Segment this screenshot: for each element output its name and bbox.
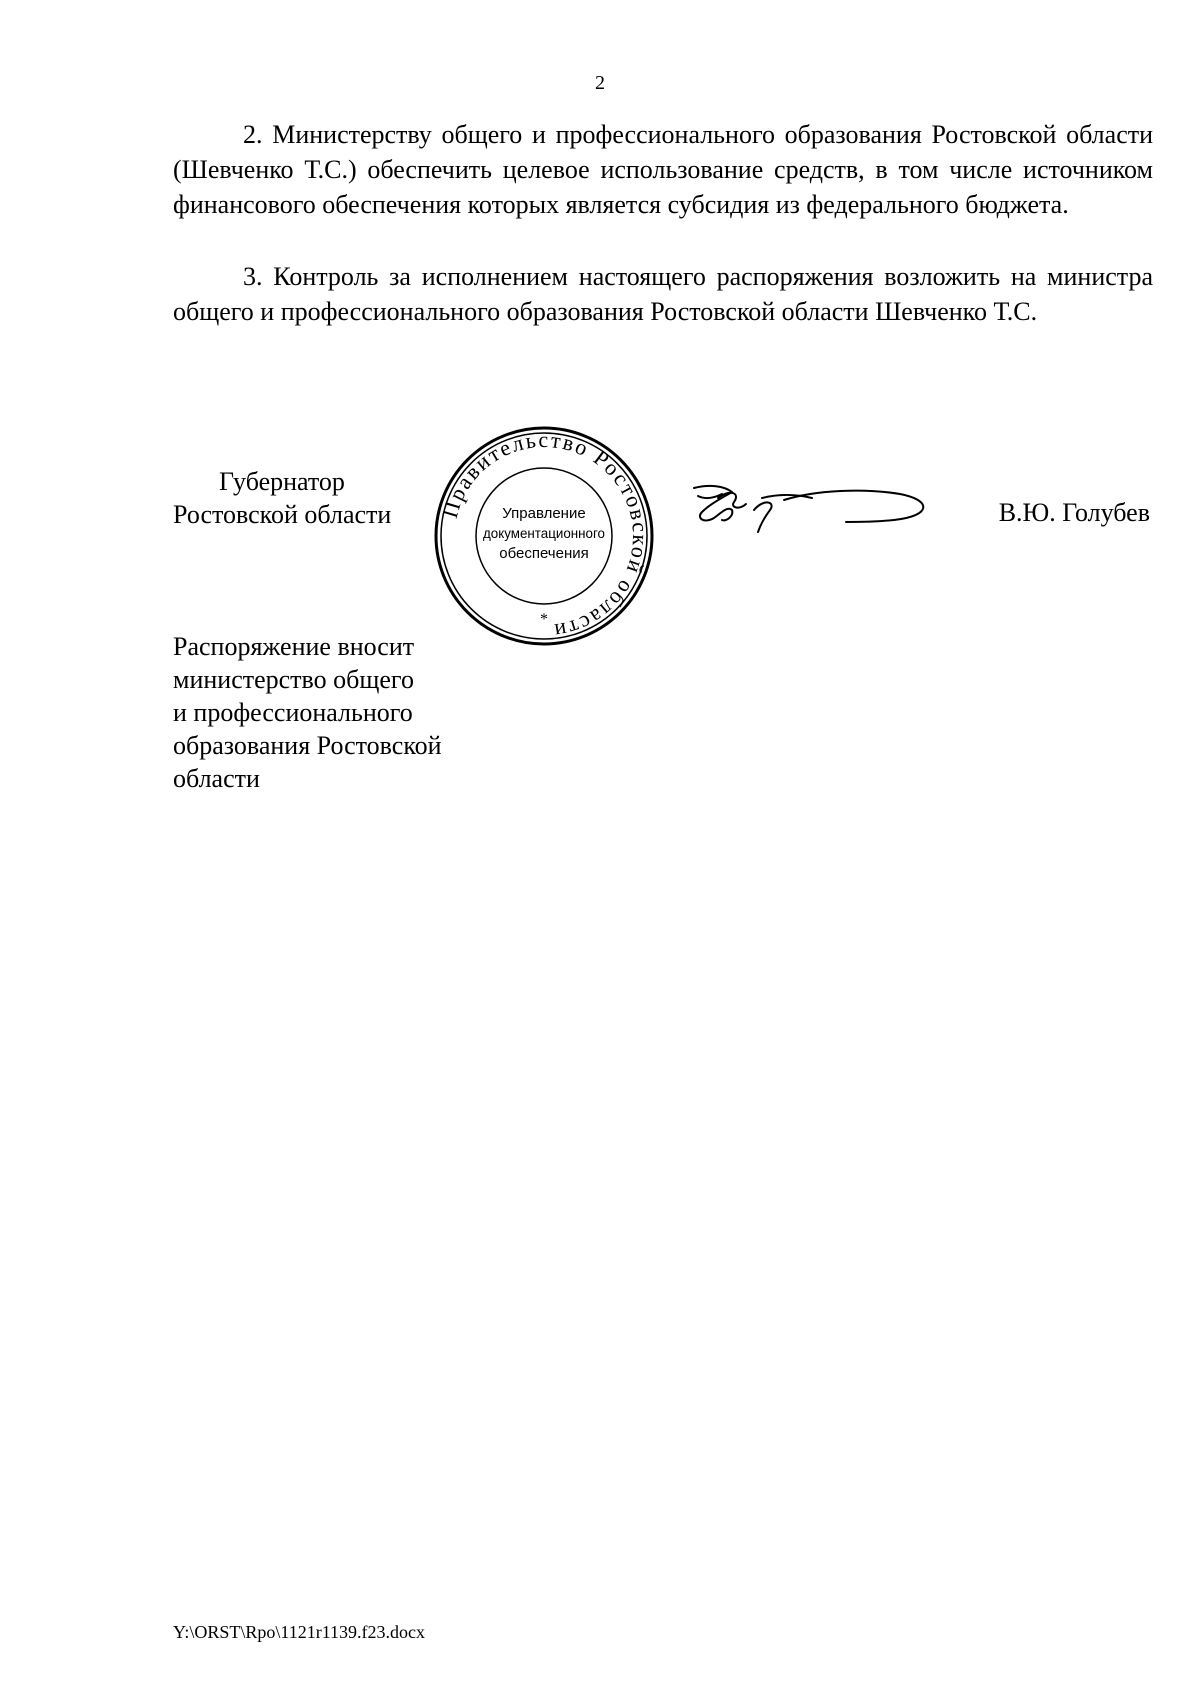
- submitter-line: образования Ростовской: [173, 731, 442, 760]
- seal-star: *: [540, 611, 548, 628]
- paragraph-3: [173, 259, 1153, 329]
- signatory-title-line1: Губернатор: [219, 467, 345, 496]
- paragraph-2-text: Министерству общего и профессионального образования Ростовской области (Шевченко Т.С.) обеспечить целевое использование средств, в том числе источником финансового обеспечения которых является субсидия из федерального бюджета.: [173, 120, 1154, 219]
- submitter-line: Распоряжение вносит: [173, 632, 415, 661]
- paragraph-2: [173, 117, 1153, 222]
- seal-inner-line1: Управление: [502, 505, 586, 522]
- seal-outer-text: Правительство Ростовской области: [436, 426, 654, 645]
- official-seal: [433, 425, 655, 647]
- submitter-line: министерство общего: [173, 665, 414, 694]
- signatory-title: [173, 465, 391, 531]
- paragraph-2-number: 2.: [243, 120, 263, 149]
- signatory-name: В.Ю. Голубев: [998, 498, 1150, 527]
- page-number: 2: [595, 72, 605, 94]
- submitter-line: и профессионального: [173, 698, 413, 727]
- submitter-line: области: [173, 764, 260, 793]
- paragraph-3-text: Контроль за исполнением настоящего распоряжения возложить на министра общего и профессионального образования Ростовской области Шевченко Т.С.: [173, 262, 1153, 326]
- handwritten-signature: [688, 480, 933, 555]
- signatory-title-line2: Ростовской области: [173, 500, 392, 529]
- seal-inner-line2: документационного: [483, 525, 606, 541]
- submitter-note: [173, 630, 442, 795]
- footer-file-path: Y:\ORST\Rpo\1121r1139.f23.docx: [173, 1622, 426, 1642]
- seal-inner-line3: обеспечения: [499, 545, 589, 562]
- paragraph-3-number: 3.: [243, 262, 263, 291]
